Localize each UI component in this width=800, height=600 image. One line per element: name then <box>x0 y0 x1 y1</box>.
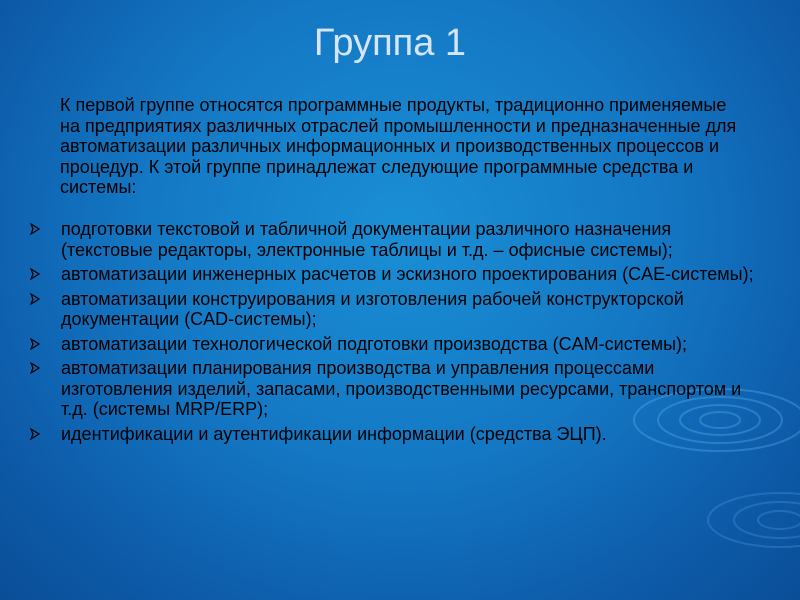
arrowhead-bullet-icon <box>30 362 40 374</box>
list-item-text: идентификации и аутентификации информации (средства ЭЦП). <box>61 423 607 444</box>
arrowhead-bullet-icon <box>30 223 40 235</box>
list-item-text: подготовки текстовой и табличной документации различного назначения (текстовые редакторы, электронные таблицы и т.д. – офисные системы); <box>61 219 673 260</box>
list-item-text: автоматизации технологической подготовки производства (CAM-системы); <box>61 333 688 354</box>
list-item <box>30 264 760 285</box>
list-item-text: автоматизации конструирования и изготовления рабочей конструкторской документации (CAD-системы); <box>61 288 684 329</box>
list-item <box>30 358 760 420</box>
intro-paragraph <box>60 95 750 198</box>
list-item <box>30 424 760 445</box>
arrowhead-bullet-icon <box>30 428 40 440</box>
bullet-list <box>30 219 760 448</box>
list-item-text: автоматизации инженерных расчетов и эскизного проектирования (CAE-системы); <box>61 264 754 284</box>
arrowhead-bullet-icon <box>30 268 40 280</box>
list-item-text: автоматизации планирования производства и управления процессами изготовления изделий, запасами, производственными ресурсами, транспортом и т.д. (системы MRP/ERP); <box>61 358 742 419</box>
arrowhead-bullet-icon <box>30 338 40 350</box>
intro-text: К первой группе относятся программные продукты, традиционно применяемые на предприятиях различных отраслей промышленности и предназначенные для автоматизации различных информационных и производственных процессов и процедур. К этой группе принадлежат следующие программные средства и системы: <box>60 95 737 197</box>
slide-title: Группа 1 <box>313 22 467 64</box>
list-item <box>30 334 760 355</box>
list-item <box>30 289 760 330</box>
list-item <box>30 219 760 260</box>
arrowhead-bullet-icon <box>30 293 40 305</box>
